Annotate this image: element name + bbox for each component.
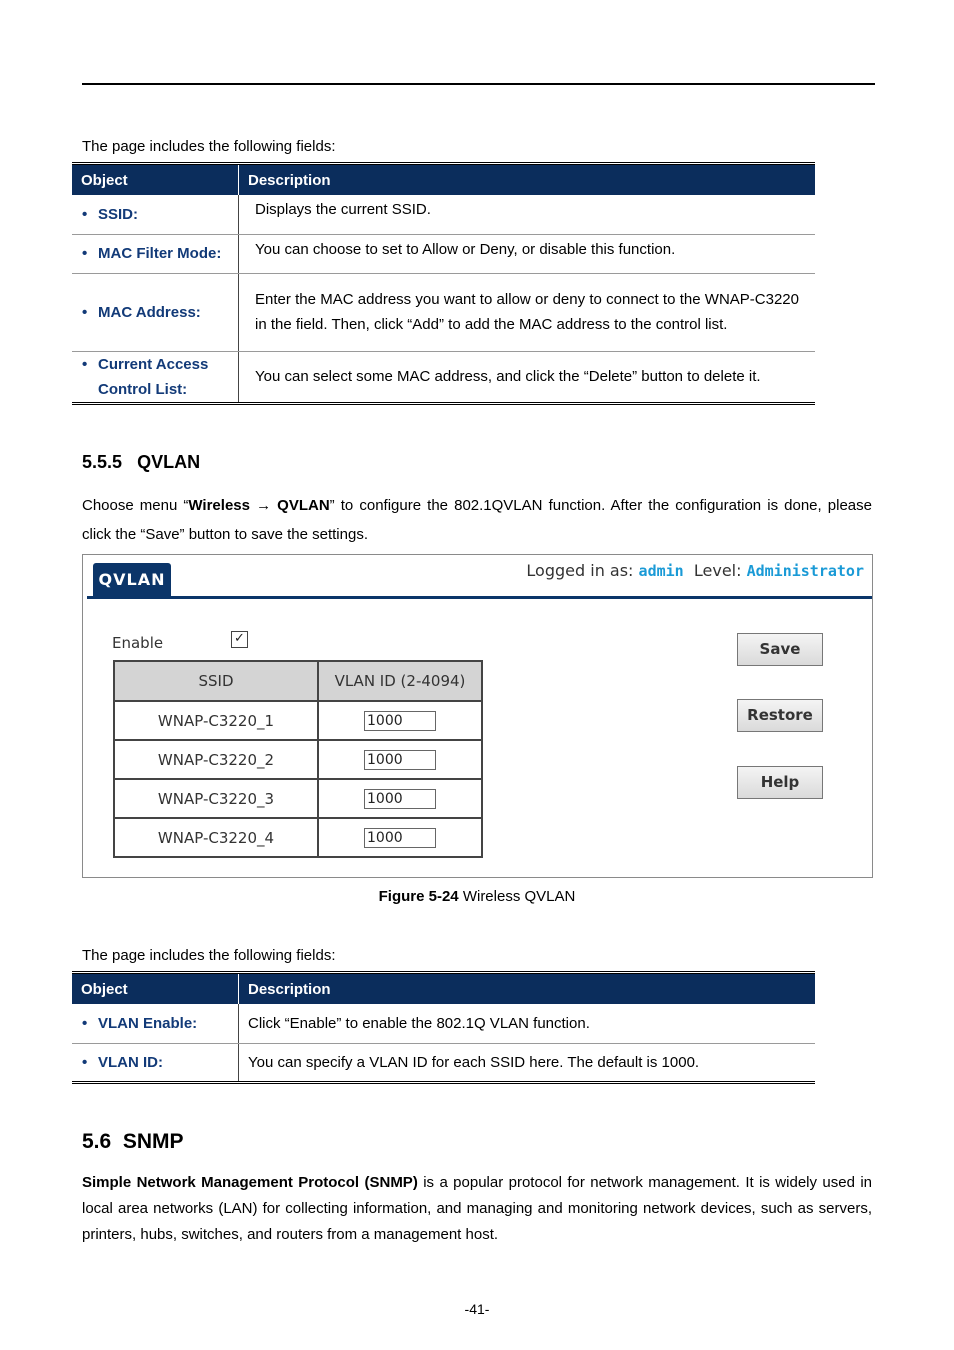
enable-label: Enable xyxy=(112,634,164,652)
tab-qvlan[interactable]: QVLAN xyxy=(93,563,171,597)
object-label: MAC Address: xyxy=(98,303,201,321)
description-text: Displays the current SSID. xyxy=(239,195,816,234)
object-label: VLAN ID: xyxy=(98,1053,163,1071)
table-row xyxy=(114,701,482,740)
table-row xyxy=(72,351,815,403)
fields-intro: The page includes the following fields: xyxy=(82,947,336,964)
tab-underline xyxy=(87,596,872,599)
table-row xyxy=(72,195,815,234)
table-row xyxy=(114,740,482,779)
description-text: You can select some MAC address, and click the “Delete” button to delete it. xyxy=(255,368,761,385)
table-row xyxy=(114,779,482,818)
object-label: MAC Filter Mode: xyxy=(98,245,222,262)
help-button[interactable]: Help xyxy=(737,766,823,799)
vlan-table xyxy=(113,660,483,858)
figure-caption: Figure 5-24 Wireless QVLAN xyxy=(378,888,576,905)
bullet-icon: • xyxy=(82,1014,88,1032)
description-text: Click “Enable” to enable the 802.1Q VLAN function. xyxy=(239,1004,816,1043)
object-label: SSID: xyxy=(98,205,139,223)
description-text: You can choose to set to Allow or Deny, or disable this function. xyxy=(239,234,816,273)
qvlan-screenshot xyxy=(82,554,873,878)
column-header-description: Description xyxy=(239,973,816,1005)
header-rule xyxy=(82,83,875,85)
ssid-cell: WNAP-C3220_2 xyxy=(114,740,318,779)
ssid-cell: WNAP-C3220_3 xyxy=(114,779,318,818)
restore-button[interactable]: Restore xyxy=(737,699,823,732)
snmp-paragraph: Simple Network Management Protocol (SNMP) is a popular protocol for network management. It is widely used in local area networks (LAN) for collecting information, and managing and monitoring network devices, such as servers, printers, hubs, switches, and routers from a management host. xyxy=(82,1174,872,1243)
object-label: VLAN Enable: xyxy=(98,1014,198,1032)
table-row xyxy=(72,1004,815,1043)
enable-checkbox[interactable]: ✓ xyxy=(231,631,248,648)
column-header-object: Object xyxy=(72,973,239,1005)
fields-table-qvlan xyxy=(72,971,815,1084)
description-text: Enter the MAC address you want to allow or deny to connect to the WNAP-C3220 in the field. Then, click “Add” to add the MAC address to the control list. xyxy=(239,273,816,351)
bullet-icon: • xyxy=(82,303,88,321)
arrow-icon: → xyxy=(256,497,272,514)
fields-intro: The page includes the following fields: xyxy=(82,138,336,155)
column-header-vlan-id: VLAN ID (2-4094) xyxy=(318,661,482,701)
column-header-ssid: SSID xyxy=(114,661,318,701)
table-row xyxy=(114,818,482,857)
vlan-id-input[interactable] xyxy=(364,789,436,809)
save-button[interactable]: Save xyxy=(737,633,823,666)
qvlan-intro-paragraph: Choose menu “Wireless → QVLAN” to configure the 802.1QVLAN function. After the configuration is done, please click the “Save” button to save the settings. xyxy=(82,497,872,543)
ssid-cell: WNAP-C3220_4 xyxy=(114,818,318,857)
column-header-object: Object xyxy=(72,164,239,196)
ssid-cell: WNAP-C3220_1 xyxy=(114,701,318,740)
description-text: You can specify a VLAN ID for each SSID here. The default is 1000. xyxy=(248,1053,700,1071)
table-row xyxy=(72,273,815,351)
bullet-icon: • xyxy=(82,1053,88,1071)
page-number: -41- xyxy=(464,1301,490,1317)
bullet-icon: • xyxy=(82,205,88,223)
login-status: Logged in as: admin Level: Administrator xyxy=(526,561,864,580)
vlan-id-input[interactable] xyxy=(364,828,436,848)
table-row xyxy=(72,234,815,273)
bullet-icon: • xyxy=(82,355,88,373)
section-heading-snmp: 5.6 SNMP xyxy=(82,1130,184,1153)
table-row xyxy=(72,1043,815,1082)
fields-table-mac-filter xyxy=(72,162,815,405)
object-label: Current Access Control List: xyxy=(98,355,209,398)
section-heading-qvlan: 5.5.5 QVLAN xyxy=(82,452,201,472)
vlan-id-input[interactable] xyxy=(364,750,436,770)
bullet-icon: • xyxy=(82,245,88,262)
column-header-description: Description xyxy=(239,164,816,196)
vlan-id-input[interactable] xyxy=(364,711,436,731)
